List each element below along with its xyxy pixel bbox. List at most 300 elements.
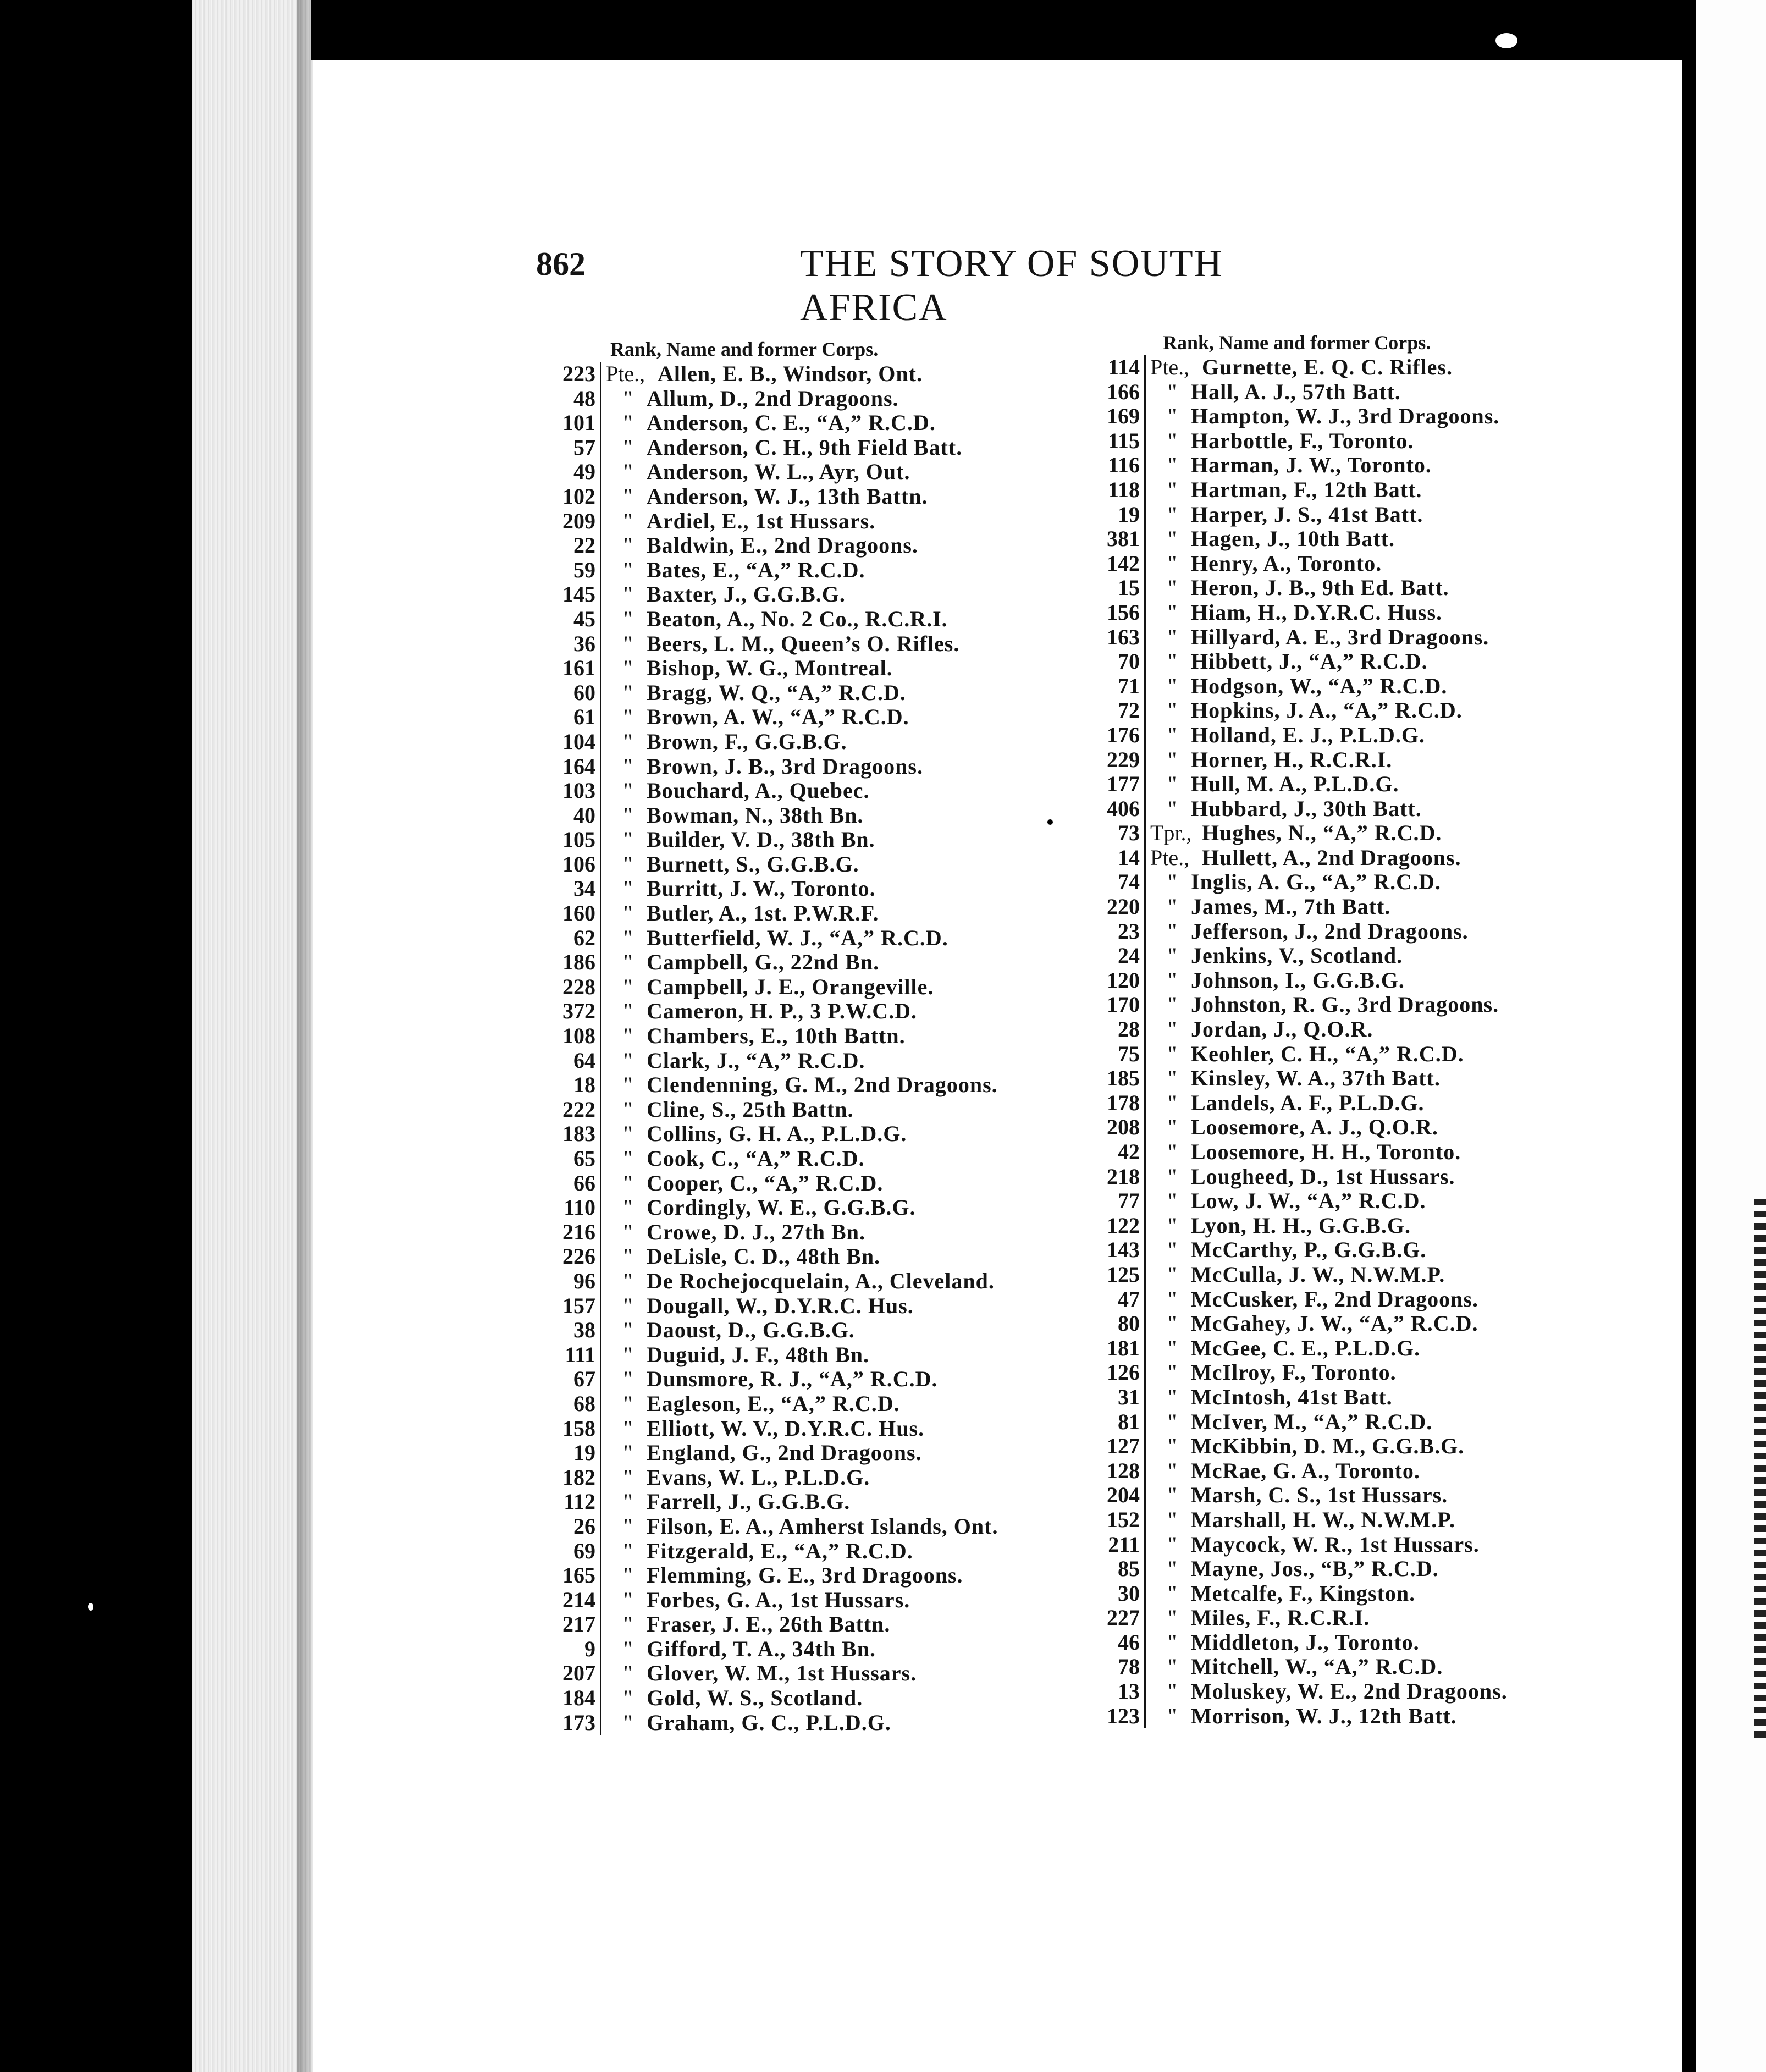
rank: " <box>623 1268 633 1293</box>
service-number: 176 <box>1080 723 1146 748</box>
roster-row <box>1080 846 1630 870</box>
name-and-corps: De Rochejocquelain, A., Cleveland. <box>647 1268 995 1293</box>
name-and-corps: Dougall, W., D.Y.R.C. Hus. <box>647 1293 914 1318</box>
name-and-corps: McIlroy, F., Toronto. <box>1191 1360 1397 1385</box>
rank: " <box>623 606 633 631</box>
name-and-corps: Allum, D., 2nd Dragoons. <box>647 385 899 411</box>
rank: " <box>623 753 633 779</box>
rank: " <box>623 1415 633 1441</box>
name-and-corps: Fitzgerald, E., “A,” R.C.D. <box>647 1538 913 1563</box>
service-number: 70 <box>1080 649 1146 674</box>
name-and-corps: McRae, G. A., Toronto. <box>1191 1458 1420 1483</box>
rank: " <box>623 1342 633 1367</box>
service-number: 78 <box>1080 1655 1146 1679</box>
service-number: 381 <box>1080 527 1146 552</box>
service-number: 229 <box>1080 748 1146 773</box>
service-number: 114 <box>1080 355 1146 380</box>
service-number: 108 <box>536 1024 601 1049</box>
name-and-corps: Cordingly, W. E., G.G.B.G. <box>647 1195 916 1220</box>
service-number: 216 <box>536 1220 601 1245</box>
name-and-corps: Bragg, W. Q., “A,” R.C.D. <box>647 680 906 705</box>
service-number: 31 <box>1080 1385 1146 1410</box>
rank: " <box>1167 477 1177 502</box>
service-number: 165 <box>536 1563 601 1588</box>
roster-row <box>536 558 1086 583</box>
roster-column-left <box>536 337 1086 1735</box>
roster-row <box>536 484 1086 509</box>
rank: " <box>623 1636 633 1661</box>
name-and-corps: Harman, J. W., Toronto. <box>1191 453 1432 478</box>
name-and-corps: Ardiel, E., 1st Hussars. <box>647 508 876 533</box>
service-number: 106 <box>536 852 601 877</box>
roster-row <box>1080 870 1630 895</box>
roster-row <box>1080 674 1630 699</box>
name-and-corps: DeLisle, C. D., 48th Bn. <box>647 1244 881 1269</box>
name-and-corps: Mayne, Jos., “B,” R.C.D. <box>1191 1556 1439 1581</box>
column-header: Rank, Name and former Corps. <box>610 338 879 360</box>
name-and-corps: Anderson, C. H., 9th Field Batt. <box>647 434 963 460</box>
rank: " <box>1167 1434 1177 1459</box>
rank: " <box>1167 1531 1177 1557</box>
roster-row <box>536 1171 1086 1196</box>
service-number: 209 <box>536 509 601 534</box>
service-number: 128 <box>1080 1459 1146 1484</box>
service-number: 69 <box>536 1539 601 1564</box>
roster-row <box>1080 698 1630 723</box>
service-number: 73 <box>1080 821 1146 846</box>
roster-row <box>536 705 1086 730</box>
service-number: 45 <box>536 607 601 632</box>
rank: " <box>1167 943 1177 968</box>
name-and-corps: England, G., 2nd Dragoons. <box>647 1440 922 1465</box>
service-number: 163 <box>1080 625 1146 650</box>
roster-row <box>1080 1165 1630 1189</box>
service-number: 57 <box>536 436 601 460</box>
service-number: 222 <box>536 1098 601 1122</box>
roster-row <box>536 926 1086 951</box>
roster-row <box>1080 1533 1630 1557</box>
rank: " <box>1167 502 1177 527</box>
service-number: 102 <box>536 484 601 509</box>
name-and-corps: Eagleson, E., “A,” R.C.D. <box>647 1391 900 1416</box>
roster-row <box>1080 1238 1630 1263</box>
roster-row <box>536 1049 1086 1073</box>
service-number: 61 <box>536 705 601 730</box>
roster-row <box>1080 895 1630 919</box>
rank: " <box>1167 550 1177 576</box>
rank: " <box>623 1685 633 1711</box>
roster-row <box>1080 1091 1630 1116</box>
rank: " <box>623 950 633 975</box>
rank: " <box>1167 575 1177 600</box>
roster-row <box>536 1098 1086 1122</box>
name-and-corps: Inglis, A. G., “A,” R.C.D. <box>1191 869 1441 895</box>
service-number: 85 <box>1080 1557 1146 1581</box>
rank: " <box>1167 722 1177 747</box>
roster-row <box>1080 944 1630 968</box>
service-number: 214 <box>536 1588 601 1613</box>
rank: " <box>1167 796 1177 821</box>
roster-row <box>536 1490 1086 1514</box>
service-number: 77 <box>1080 1189 1146 1214</box>
service-number: 66 <box>536 1171 601 1196</box>
service-number: 60 <box>536 681 601 706</box>
roster-row <box>1080 1336 1630 1361</box>
rank: " <box>623 925 633 950</box>
service-number: 125 <box>1080 1263 1146 1287</box>
service-number: 185 <box>1080 1066 1146 1091</box>
rank: " <box>1167 1629 1177 1655</box>
name-and-corps: Burnett, S., G.G.B.G. <box>647 851 859 877</box>
roster-row <box>536 1244 1086 1269</box>
roster-row <box>1080 1508 1630 1533</box>
rank: " <box>1167 1311 1177 1336</box>
service-number: 40 <box>536 803 601 828</box>
service-number: 227 <box>1080 1606 1146 1630</box>
rank: " <box>1167 1237 1177 1263</box>
roster-row <box>1080 1189 1630 1214</box>
rank: " <box>623 1661 633 1686</box>
name-and-corps: Middleton, J., Toronto. <box>1191 1629 1420 1655</box>
roster-row <box>536 387 1086 411</box>
service-number: 71 <box>1080 674 1146 699</box>
roster-row <box>1080 576 1630 600</box>
service-number: 120 <box>1080 968 1146 993</box>
name-and-corps: Clendenning, G. M., 2nd Dragoons. <box>647 1072 998 1098</box>
name-and-corps: Daoust, D., G.G.B.G. <box>647 1318 855 1343</box>
service-number: 9 <box>536 1637 601 1662</box>
roster-column-right <box>1080 330 1630 1728</box>
name-and-corps: Marsh, C. S., 1st Hussars. <box>1191 1483 1448 1508</box>
roster-row <box>536 509 1086 534</box>
rank: " <box>1167 698 1177 723</box>
name-and-corps: Loosemore, H. H., Toronto. <box>1191 1139 1461 1164</box>
name-and-corps: Hartman, F., 12th Batt. <box>1191 477 1422 502</box>
name-and-corps: Jenkins, V., Scotland. <box>1191 943 1403 968</box>
rank: " <box>623 1072 633 1098</box>
name-and-corps: Heron, J. B., 9th Ed. Batt. <box>1191 575 1449 600</box>
rank: " <box>1167 1090 1177 1115</box>
name-and-corps: Lougheed, D., 1st Hussars. <box>1191 1164 1455 1189</box>
roster-row <box>536 681 1086 706</box>
rank: " <box>1167 1139 1177 1164</box>
roster-row <box>1080 1066 1630 1091</box>
page-header <box>536 242 1344 329</box>
roster-row <box>536 1122 1086 1147</box>
name-and-corps: Farrell, J., G.G.B.G. <box>647 1489 851 1514</box>
service-number: 156 <box>1080 600 1146 625</box>
rank: Tpr., <box>1150 820 1192 846</box>
roster-row <box>1080 772 1630 797</box>
service-number: 49 <box>536 460 601 484</box>
service-number: 74 <box>1080 870 1146 895</box>
name-and-corps: Hiam, H., D.Y.R.C. Huss. <box>1191 599 1443 625</box>
service-number: 13 <box>1080 1679 1146 1704</box>
roster-row <box>1080 1483 1630 1508</box>
name-and-corps: Hibbett, J., “A,” R.C.D. <box>1191 649 1428 674</box>
service-number: 166 <box>1080 380 1146 405</box>
rank: " <box>623 1293 633 1318</box>
name-and-corps: Gifford, T. A., 34th Bn. <box>647 1636 876 1661</box>
name-and-corps: Bowman, N., 38th Bn. <box>647 802 864 828</box>
rank: " <box>623 1489 633 1514</box>
rank: " <box>623 1244 633 1269</box>
roster-row <box>536 1024 1086 1049</box>
rank: " <box>1167 1458 1177 1483</box>
name-and-corps: Hullett, A., 2nd Dragoons. <box>1202 845 1461 870</box>
service-number: 173 <box>536 1711 601 1735</box>
rank: " <box>1167 1164 1177 1189</box>
name-and-corps: Brown, J. B., 3rd Dragoons. <box>647 753 923 779</box>
name-and-corps: Chambers, E., 10th Battn. <box>647 1023 906 1049</box>
service-number: 143 <box>1080 1238 1146 1263</box>
name-and-corps: Gurnette, E. Q. C. Rifles. <box>1202 355 1453 379</box>
roster-row <box>536 1367 1086 1392</box>
rank: " <box>1167 673 1177 698</box>
rank: " <box>623 876 633 901</box>
roster-row <box>1080 993 1630 1017</box>
name-and-corps: Burritt, J. W., Toronto. <box>647 876 876 901</box>
service-number: 101 <box>536 411 601 436</box>
name-and-corps: Hagen, J., 10th Batt. <box>1191 526 1395 552</box>
rank: " <box>623 704 633 730</box>
roster-row <box>1080 1410 1630 1435</box>
name-and-corps: Filson, E. A., Amherst Islands, Ont. <box>647 1513 998 1539</box>
rank: " <box>623 802 633 828</box>
service-number: 123 <box>1080 1704 1146 1729</box>
rank: Pte., <box>606 361 645 386</box>
service-number: 218 <box>1080 1165 1146 1189</box>
service-number: 36 <box>536 632 601 657</box>
roster-row <box>1080 527 1630 552</box>
name-and-corps: McKibbin, D. M., G.G.B.G. <box>1191 1434 1465 1459</box>
roster-row <box>536 1294 1086 1319</box>
name-and-corps: Lyon, H. H., G.G.B.G. <box>1191 1213 1411 1238</box>
rank: " <box>1167 894 1177 919</box>
roster-row <box>1080 919 1630 944</box>
rank: " <box>1167 1041 1177 1066</box>
service-number: 110 <box>536 1195 601 1220</box>
service-number: 116 <box>1080 453 1146 478</box>
roster-row <box>536 1563 1086 1588</box>
roster-row <box>536 1539 1086 1564</box>
roster-row <box>1080 1115 1630 1140</box>
roster-row <box>536 632 1086 657</box>
roster-row <box>536 656 1086 681</box>
name-and-corps: Anderson, W. L., Ayr, Out. <box>647 459 910 484</box>
name-and-corps: Graham, G. C., P.L.D.G. <box>647 1710 891 1735</box>
rank: " <box>623 410 633 436</box>
roster-row <box>1080 429 1630 454</box>
name-and-corps: Jordan, J., Q.O.R. <box>1191 1017 1373 1042</box>
roster-row <box>536 999 1086 1024</box>
service-number: 181 <box>1080 1336 1146 1361</box>
name-and-corps: McIver, M., “A,” R.C.D. <box>1191 1409 1433 1434</box>
roster-row <box>1080 625 1630 650</box>
rank: " <box>623 1612 633 1637</box>
roster-row <box>1080 1287 1630 1312</box>
name-and-corps: Horner, H., R.C.R.I. <box>1191 747 1393 772</box>
name-and-corps: Holland, E. J., P.L.D.G. <box>1191 722 1425 747</box>
roster-row <box>536 1465 1086 1490</box>
rank: " <box>1167 1556 1177 1581</box>
rank: " <box>1167 428 1177 453</box>
name-and-corps: Anderson, W. J., 13th Battn. <box>647 483 928 509</box>
rank: " <box>623 1195 633 1220</box>
name-and-corps: Elliott, W. V., D.Y.R.C. Hus. <box>647 1415 925 1441</box>
service-number: 178 <box>1080 1091 1146 1116</box>
rank: " <box>623 1096 633 1122</box>
name-and-corps: Keohler, C. H., “A,” R.C.D. <box>1191 1041 1464 1066</box>
running-title: THE STORY OF SOUTH AFRICA <box>800 243 1223 329</box>
roster-row <box>536 1269 1086 1294</box>
rank: " <box>1167 599 1177 625</box>
roster-row <box>1080 1630 1630 1655</box>
roster-row <box>1080 1434 1630 1459</box>
service-number: 220 <box>1080 895 1146 919</box>
service-number: 169 <box>1080 404 1146 429</box>
service-number: 96 <box>536 1269 601 1294</box>
roster-row <box>536 1711 1086 1735</box>
name-and-corps: McCusker, F., 2nd Dragoons. <box>1191 1286 1478 1311</box>
service-number: 19 <box>536 1441 601 1465</box>
service-number: 145 <box>536 582 601 607</box>
roster-row <box>1080 1360 1630 1385</box>
roster-row <box>1080 748 1630 773</box>
roster-row <box>536 607 1086 632</box>
name-and-corps: Cook, C., “A,” R.C.D. <box>647 1146 865 1171</box>
name-and-corps: Evans, W. L., P.L.D.G. <box>647 1464 870 1490</box>
rank: " <box>623 655 633 681</box>
rank: Pte., <box>1150 355 1190 379</box>
name-and-corps: Bates, E., “A,” R.C.D. <box>647 557 865 582</box>
service-number: 177 <box>1080 772 1146 797</box>
name-and-corps: Butler, A., 1st. P.W.R.F. <box>647 901 879 926</box>
name-and-corps: Campbell, J. E., Orangeville. <box>647 974 934 999</box>
rank: " <box>623 631 633 656</box>
rank: " <box>1167 379 1177 404</box>
ink-speck <box>88 1603 93 1611</box>
facing-page-text-edge <box>1754 1199 1766 1738</box>
roster-row <box>1080 1704 1630 1729</box>
name-and-corps: Harbottle, F., Toronto. <box>1191 428 1414 453</box>
roster-row <box>1080 1606 1630 1630</box>
name-and-corps: Beaton, A., No. 2 Co., R.C.R.I. <box>647 606 948 631</box>
roster-row <box>1080 1679 1630 1704</box>
service-number: 152 <box>1080 1508 1146 1533</box>
rank: " <box>623 729 633 754</box>
service-number: 406 <box>1080 797 1146 822</box>
name-and-corps: Henry, A., Toronto. <box>1191 550 1382 576</box>
name-and-corps: Collins, G. H. A., P.L.D.G. <box>647 1121 907 1147</box>
rank: " <box>623 508 633 533</box>
service-number: 64 <box>536 1049 601 1073</box>
name-and-corps: Jefferson, J., 2nd Dragoons. <box>1191 918 1469 944</box>
service-number: 127 <box>1080 1434 1146 1459</box>
service-number: 211 <box>1080 1533 1146 1557</box>
service-number: 122 <box>1080 1214 1146 1238</box>
name-and-corps: Brown, F., G.G.B.G. <box>647 729 847 754</box>
name-and-corps: Hampton, W. J., 3rd Dragoons. <box>1191 404 1500 429</box>
roster-row <box>1080 1655 1630 1679</box>
rank: " <box>1167 1507 1177 1532</box>
name-and-corps: Kinsley, W. A., 37th Batt. <box>1191 1066 1441 1091</box>
name-and-corps: Anderson, C. E., “A,” R.C.D. <box>647 410 936 436</box>
rank: " <box>623 778 633 803</box>
rank: " <box>623 1440 633 1465</box>
service-number: 170 <box>1080 993 1146 1017</box>
rank: " <box>623 1710 633 1735</box>
rank: " <box>623 1318 633 1343</box>
roster-row <box>1080 1459 1630 1484</box>
rank: " <box>1167 1679 1177 1704</box>
ink-speck <box>1495 33 1517 48</box>
scan-border-left <box>0 0 192 2072</box>
name-and-corps: Johnston, R. G., 3rd Dragoons. <box>1191 992 1499 1017</box>
roster-row <box>536 533 1086 558</box>
rank: " <box>623 1121 633 1147</box>
service-number: 160 <box>536 901 601 926</box>
name-and-corps: Hull, M. A., P.L.D.G. <box>1191 772 1399 797</box>
rank: " <box>1167 967 1177 993</box>
rank: " <box>623 1219 633 1244</box>
rank: " <box>1167 649 1177 674</box>
rank: " <box>623 851 633 877</box>
rank: " <box>1167 1703 1177 1728</box>
name-and-corps: McCarthy, P., G.G.B.G. <box>1191 1237 1427 1263</box>
roster-row <box>1080 404 1630 429</box>
rank: " <box>1167 404 1177 429</box>
service-number: 223 <box>536 362 601 387</box>
roster-row <box>536 803 1086 828</box>
rank: " <box>623 901 633 926</box>
roster-row <box>536 1195 1086 1220</box>
roster-row <box>1080 1311 1630 1336</box>
roster-row <box>536 877 1086 901</box>
roster-row <box>1080 1214 1630 1238</box>
name-and-corps: Miles, F., R.C.R.I. <box>1191 1605 1370 1630</box>
rank: " <box>1167 1384 1177 1409</box>
roster-row <box>536 1588 1086 1613</box>
roster-row <box>1080 503 1630 527</box>
roster-row <box>536 730 1086 754</box>
rank: " <box>623 533 633 558</box>
name-and-corps: Builder, V. D., 38th Bn. <box>647 827 875 852</box>
name-and-corps: Beers, L. M., Queen’s O. Rifles. <box>647 631 960 656</box>
rank: " <box>1167 1213 1177 1238</box>
roster-row <box>536 950 1086 975</box>
rank: " <box>1167 1409 1177 1434</box>
rank: " <box>623 1538 633 1563</box>
name-and-corps: Hall, A. J., 57th Batt. <box>1191 379 1401 404</box>
roster-row <box>536 779 1086 803</box>
rank: " <box>623 1048 633 1073</box>
name-and-corps: Bouchard, A., Quebec. <box>647 778 870 803</box>
service-number: 226 <box>536 1244 601 1269</box>
roster-row <box>536 901 1086 926</box>
roster-row <box>536 1392 1086 1417</box>
name-and-corps: Low, J. W., “A,” R.C.D. <box>1191 1188 1426 1214</box>
name-and-corps: Allen, E. B., Windsor, Ont. <box>658 361 923 386</box>
facing-page-edge <box>1696 0 1766 2072</box>
rank: " <box>1167 1605 1177 1630</box>
roster-row <box>1080 552 1630 576</box>
rank: " <box>1167 747 1177 772</box>
roster-rows <box>536 362 1086 1735</box>
rank: " <box>623 483 633 509</box>
service-number: 47 <box>1080 1287 1146 1312</box>
rank: " <box>1167 1286 1177 1311</box>
